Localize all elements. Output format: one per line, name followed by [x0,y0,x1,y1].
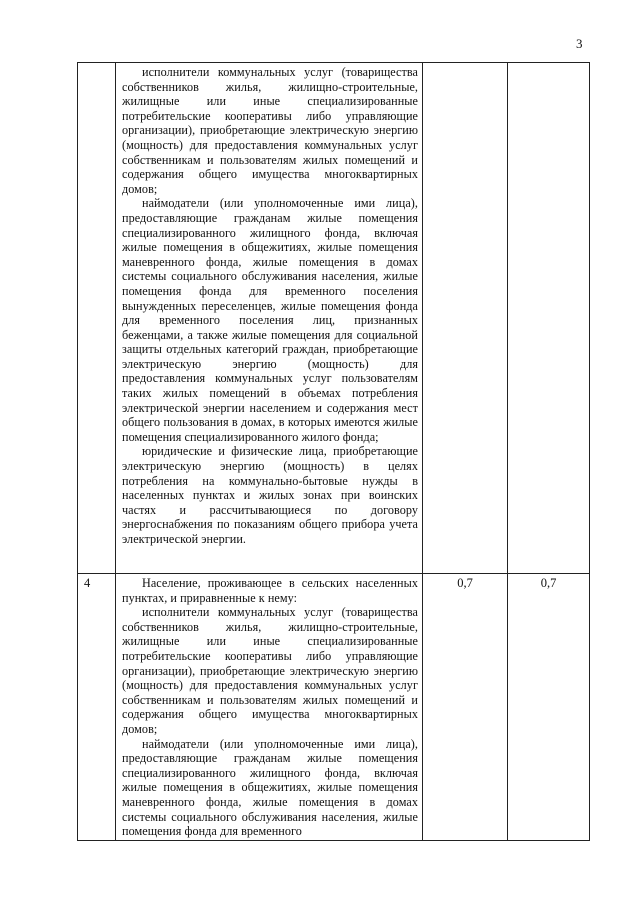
description-cell [116,63,423,574]
value-cell-2 [508,63,590,574]
description-paragraph: юридические и физические лица, приобретающие электрическую энергию (мощность) в целях потребления на коммунально-бытовые нужды в населенных пунктах и жилых зонах при воинских частях и рассчитывающиеся по договору энергоснабжения по показаниям общего прибора учета электрической энергии. [122,444,418,546]
description-paragraph: наймодатели (или уполномоченные ими лица), предоставляющие гражданам жилые помещения специализированного жилищного фонда, включая жилые помещения в общежитиях, жилые помещения маневренного фонда, жилые помещения в домах системы социального обслуживания населения, жилые помещения фонда для временного [122,736,418,838]
description-paragraph: наймодатели (или уполномоченные ими лица), предоставляющие гражданам жилые помещения специализированного жилищного фонда, включая жилые помещения в общежитиях, жилые помещения маневренного фонда, жилые помещения в домах системы социального обслуживания населения, жилые помещения фонда для временного поселения вынужденных переселенцев, жилые помещения фонда для временного поселения лиц, признанных беженцами, а также жилые помещения для социальной защиты отдельных категорий граждан, приобретающие электрическую энергию (мощность) для предоставления коммунальных услуг пользователям таких жилых помещений в объемах потребления электрической энергии населением и содержания мест общего пользования в домах, в которых имеются жилые помещения специализированного жилого фонда; [122,196,418,444]
value-cell-1: 0,7 [423,574,508,841]
table-row [78,574,590,841]
description-paragraph: исполнители коммунальных услуг (товарищества собственников жилья, жилищно-строительные, жилищные или иные специализированные потребительские кооперативы либо управляющие организации), приобретающие электрическую энергию (мощность) для предоставления коммунальных услуг собственникам и пользователям жилых помещений и содержания общего имущества многоквартирных домов; [122,605,418,736]
tariff-table [77,62,590,841]
value-cell-2: 0,7 [508,574,590,841]
description-paragraph: Население, проживающее в сельских населенных пунктах, и приравненные к нему: [122,576,418,605]
description-paragraph: исполнители коммунальных услуг (товарищества собственников жилья, жилищно-строительные, жилищные или иные специализированные потребительские кооперативы либо управляющие организации), приобретающие электрическую энергию (мощность) для предоставления коммунальных услуг собственникам и пользователям жилых помещений и содержания общего имущества многоквартирных домов; [122,65,418,196]
description-cell [116,574,423,841]
page-number: 3 [576,36,583,51]
row-number-cell: 4 [78,574,116,841]
row-number-cell [78,63,116,574]
table-row [78,63,590,574]
value-cell-1 [423,63,508,574]
